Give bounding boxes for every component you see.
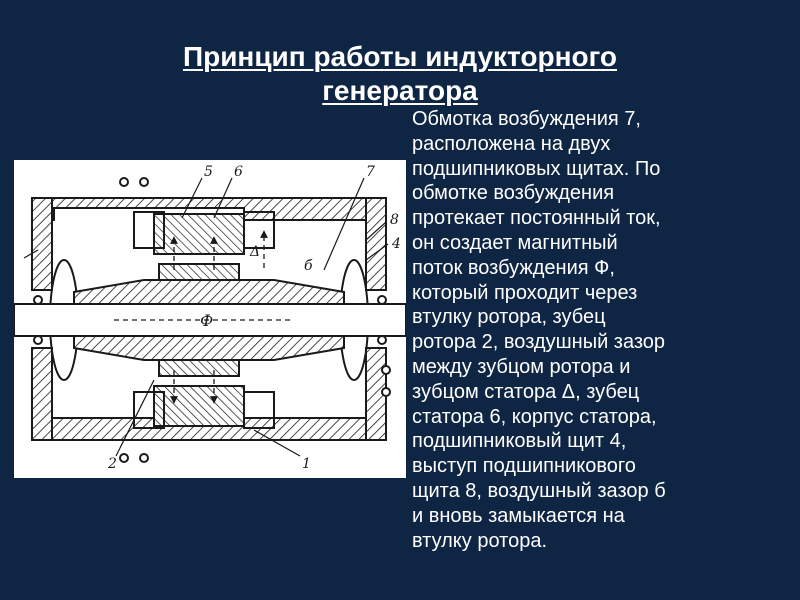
slide-title	[100, 40, 700, 108]
label-7: 7	[366, 164, 375, 180]
label-4: 4	[392, 236, 401, 252]
title-line-2: генератора	[322, 75, 478, 106]
label-b: б	[304, 258, 313, 274]
label-1: 1	[302, 456, 311, 472]
label-8: 8	[390, 212, 399, 228]
title-line-1: Принцип работы индукторного	[182, 41, 618, 72]
label-5: 5	[204, 164, 213, 180]
label-phi: Ф	[200, 311, 214, 330]
description-text: Обмотка возбуждения 7, расположена на двух подшипниковых щитах. По обмотке возбуждения протекает постоянный ток, он создает магнитный поток возбуждения Ф, который проходит через втулку ротора, зубец ротора 2, воздушный зазор между зубцом ротора и зубцом статора Δ, зубец статора 6, корпус статора, подшипниковый щит 4, выступ подшипникового щита 8, воздушный зазор б и вновь замыкается на втулку ротора.	[412, 108, 666, 552]
label-6: 6	[234, 164, 243, 180]
label-2: 2	[108, 456, 117, 472]
label-delta: Δ	[250, 244, 261, 260]
generator-diagram	[14, 160, 406, 478]
